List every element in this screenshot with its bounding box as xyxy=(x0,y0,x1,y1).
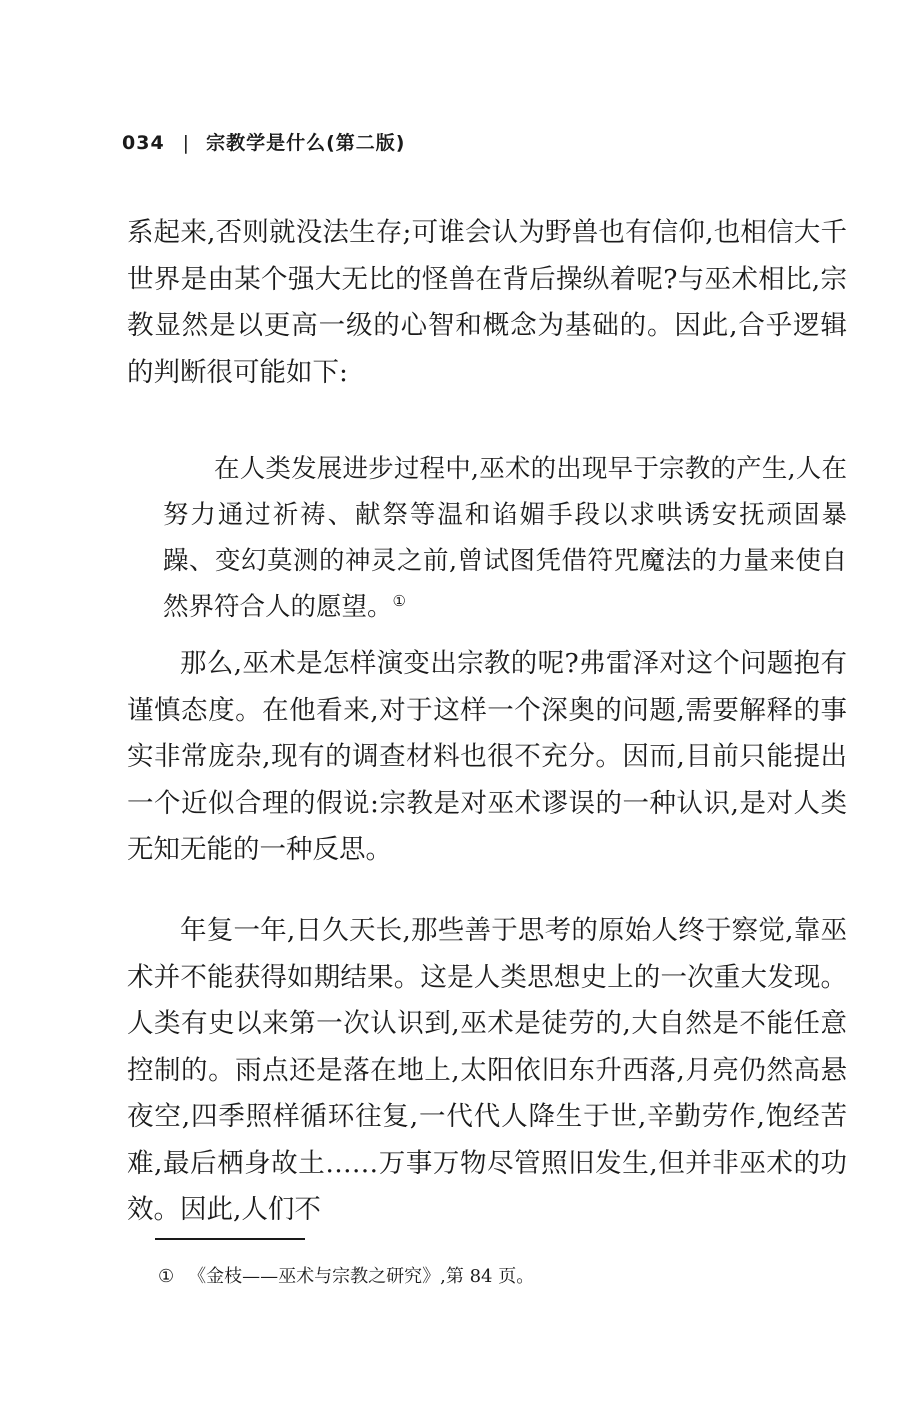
book-title: 宗教学是什么(第二版) xyxy=(206,132,406,154)
running-header xyxy=(122,128,405,158)
body-paragraph-3: 年复一年,日久天长,那些善于思考的原始人终于察觉,靠巫术并不能获得如期结果。这是人类思想史上的一次重大发现。人类有史以来第一次认识到,巫术是徒劳的,大自然是不能任意控制的。雨点还是落在地上,太阳依旧东升西落,月亮仍然高悬夜空,四季照样循环往复,一代代人降生于世,辛勤劳作,饱经苦难,最后栖身故土……万事万物尽管照旧发生,但并非巫术的功效。因此,人们不 xyxy=(127,915,847,1225)
body-paragraph-1: 系起来,否则就没法生存;可谁会认为野兽也有信仰,也相信大千世界是由某个强大无比的怪兽在背后操纵着呢?与巫术相比,宗教显然是以更高一级的心智和概念为基础的。因此,合乎逻辑的判断很可能如下: xyxy=(127,217,847,388)
footnote xyxy=(158,1264,534,1290)
header-separator: | xyxy=(182,132,191,154)
footnote-divider xyxy=(155,1238,305,1240)
footnote-reference: ① xyxy=(392,592,406,610)
footnote-text: 《金枝——巫术与宗教之研究》,第 84 页。 xyxy=(188,1266,535,1287)
block-quote xyxy=(163,446,847,630)
page-number: 034 xyxy=(122,132,165,154)
block-quote-text: 在人类发展进步过程中,巫术的出现早于宗教的产生,人在努力通过祈祷、献祭等温和谄媚手段以求哄诱安抚顽固暴躁、变幻莫测的神灵之前,曾试图凭借符咒魔法的力量来使自然界符合人的愿望。 xyxy=(163,454,847,622)
footnote-marker: ① xyxy=(158,1266,175,1287)
body-paragraph-2: 那么,巫术是怎样演变出宗教的呢?弗雷泽对这个问题抱有谨慎态度。在他看来,对于这样一个深奥的问题,需要解释的事实非常庞杂,现有的调查材料也很不充分。因而,目前只能提出一个近似合理的假说:宗教是对巫术谬误的一种认识,是对人类无知无能的一种反思。 xyxy=(127,648,847,865)
